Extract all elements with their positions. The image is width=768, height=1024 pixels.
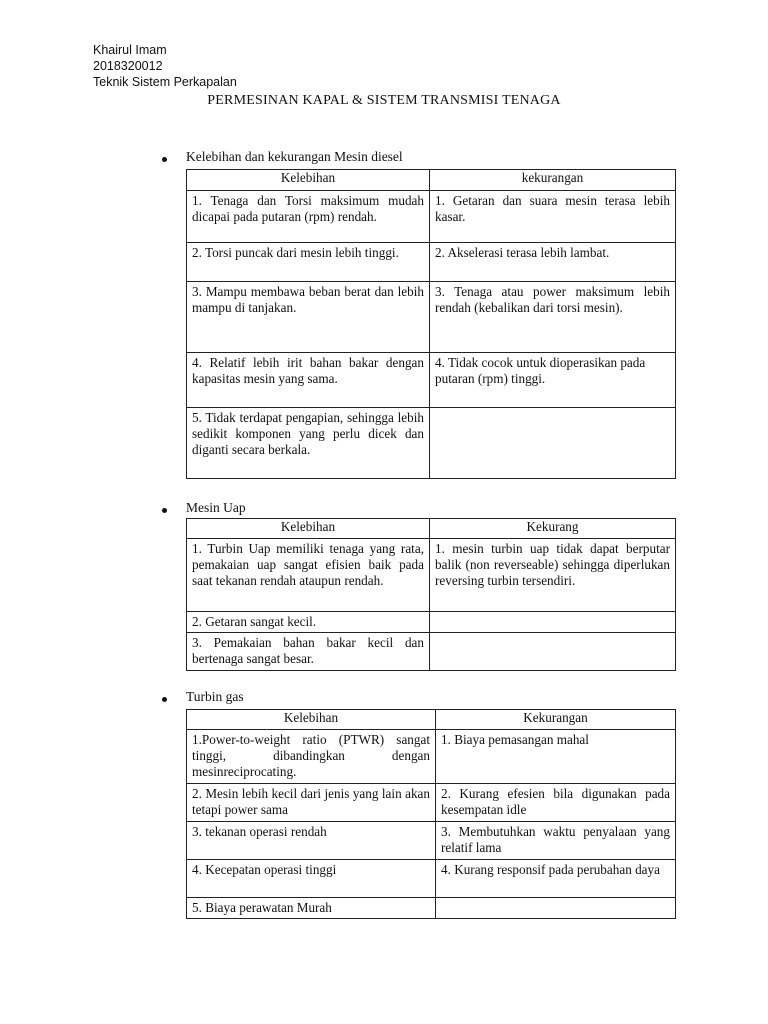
table-header-row — [187, 170, 676, 191]
table-cell: 5. Tidak terdapat pengapian, sehingga lebih sedikit komponen yang perlu dicek dan diganti secara berkala. — [187, 408, 430, 479]
table-cell: 5. Biaya perawatan Murah — [187, 898, 436, 919]
author-block — [93, 42, 237, 90]
table-row — [187, 539, 676, 612]
document-title: PERMESINAN KAPAL & SISTEM TRANSMISI TENAGA — [207, 93, 561, 108]
table-header-row — [187, 710, 676, 730]
table-cell: 4. Tidak cocok untuk dioperasikan pada putaran (rpm) tinggi. — [430, 353, 676, 408]
table-row — [187, 730, 676, 784]
column-header-kelebihan: Kelebihan — [187, 710, 436, 730]
table-cell: 2. Mesin lebih kecil dari jenis yang lain akan tetapi power sama — [187, 784, 436, 822]
table-cell: 3. Mampu membawa beban berat dan lebih mampu di tanjakan. — [187, 282, 430, 353]
table-cell: 2. Kurang efesien bila digunakan pada kesempatan idle — [436, 784, 676, 822]
column-header-kekurangan: kekurangan — [430, 170, 676, 191]
table-cell: 4. Kecepatan operasi tinggi — [187, 860, 436, 898]
section-heading-diesel: Kelebihan dan kekurangan Mesin diesel — [186, 149, 403, 164]
table-cell: 1. Tenaga dan Torsi maksimum mudah dicapai pada putaran (rpm) rendah. — [187, 191, 430, 243]
table-diesel — [186, 169, 676, 479]
table-cell: 3. Tenaga atau power maksimum lebih rendah (kebalikan dari torsi mesin). — [430, 282, 676, 353]
section-heading-mesin-uap: Mesin Uap — [186, 500, 246, 515]
bullet-icon — [162, 697, 167, 702]
table-cell — [430, 612, 676, 633]
table-row — [187, 408, 676, 479]
table-cell — [430, 633, 676, 671]
table-cell: 3. tekanan operasi rendah — [187, 822, 436, 860]
table-row — [187, 898, 676, 919]
table-cell: 1. Turbin Uap memiliki tenaga yang rata, pemakaian uap sangat efisien baik pada saat tekanan rendah ataupun rendah. — [187, 539, 430, 612]
student-id: 2018320012 — [93, 59, 163, 73]
table-cell: 3. Pemakaian bahan bakar kecil dan bertenaga sangat besar. — [187, 633, 430, 671]
table-row — [187, 243, 676, 282]
table-cell: 2. Getaran sangat kecil. — [187, 612, 430, 633]
table-row — [187, 282, 676, 353]
table-row — [187, 633, 676, 671]
table-header-row — [187, 519, 676, 539]
column-header-kekurangan: Kekurangan — [436, 710, 676, 730]
table-cell: 4. Kurang responsif pada perubahan daya — [436, 860, 676, 898]
table-mesin-uap — [186, 518, 676, 671]
author-name: Khairul Imam — [93, 43, 167, 57]
section-heading-turbin-gas: Turbin gas — [186, 689, 244, 704]
table-cell — [430, 408, 676, 479]
bullet-icon — [162, 508, 167, 513]
table-row — [187, 191, 676, 243]
table-turbin-gas — [186, 709, 676, 919]
column-header-kekurang: Kekurang — [430, 519, 676, 539]
table-cell: 1. mesin turbin uap tidak dapat berputar balik (non reverseable) sehingga diperlukan reversing turbin tersendiri. — [430, 539, 676, 612]
table-cell: 2. Akselerasi terasa lebih lambat. — [430, 243, 676, 282]
department: Teknik Sistem Perkapalan — [93, 75, 237, 89]
table-cell: 3. Membutuhkan waktu penyalaan yang relatif lama — [436, 822, 676, 860]
table-row — [187, 784, 676, 822]
table-cell: 1. Biaya pemasangan mahal — [436, 730, 676, 784]
table-cell: 2. Torsi puncak dari mesin lebih tinggi. — [187, 243, 430, 282]
table-row — [187, 822, 676, 860]
table-cell — [436, 898, 676, 919]
column-header-kelebihan: Kelebihan — [187, 519, 430, 539]
table-row — [187, 612, 676, 633]
table-cell: 1. Getaran dan suara mesin terasa lebih kasar. — [430, 191, 676, 243]
table-row — [187, 353, 676, 408]
table-cell: 1.Power-to-weight ratio (PTWR) sangat tinggi, dibandingkan dengan mesinreciprocating. — [187, 730, 436, 784]
bullet-icon — [162, 157, 167, 162]
table-cell: 4. Relatif lebih irit bahan bakar dengan kapasitas mesin yang sama. — [187, 353, 430, 408]
column-header-kelebihan: Kelebihan — [187, 170, 430, 191]
table-row — [187, 860, 676, 898]
